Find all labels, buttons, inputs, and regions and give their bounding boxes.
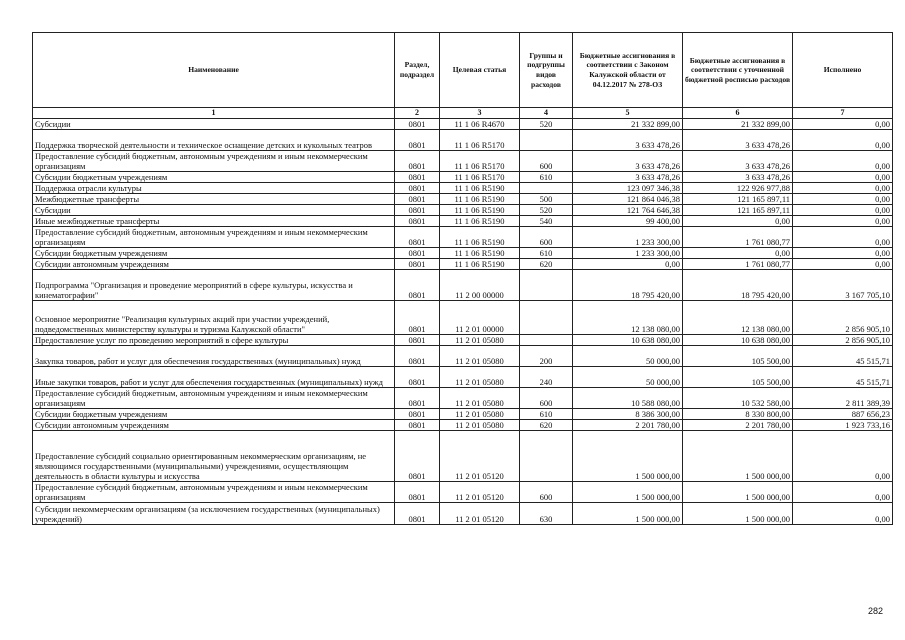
cell-law-allocation: 18 795 420,00 — [573, 270, 683, 301]
table-row — [33, 270, 893, 301]
table-header — [33, 33, 893, 119]
cell-target: 11 1 06 R5190 — [440, 248, 520, 259]
cell-group: 610 — [520, 172, 573, 183]
cell-name: Предоставление субсидий бюджетным, автономным учреждениям и иным некоммерческим организациям — [33, 227, 395, 248]
cell-group: 540 — [520, 216, 573, 227]
table-row — [33, 388, 893, 409]
header-target: Целевая статья — [440, 33, 520, 108]
column-number: 4 — [520, 108, 573, 119]
cell-executed: 0,00 — [793, 172, 893, 183]
table-row — [33, 227, 893, 248]
cell-refined-allocation: 8 330 800,00 — [683, 409, 793, 420]
cell-refined-allocation: 3 633 478,26 — [683, 130, 793, 151]
cell-section: 0801 — [395, 420, 440, 431]
cell-refined-allocation: 10 638 080,00 — [683, 335, 793, 346]
table-row — [33, 205, 893, 216]
cell-refined-allocation: 122 926 977,88 — [683, 183, 793, 194]
cell-target: 11 2 01 05080 — [440, 420, 520, 431]
cell-name: Субсидии автономным учреждениям — [33, 259, 395, 270]
cell-section: 0801 — [395, 248, 440, 259]
cell-name: Межбюджетные трансферты — [33, 194, 395, 205]
cell-group — [520, 301, 573, 335]
cell-group: 200 — [520, 346, 573, 367]
cell-law-allocation: 12 138 080,00 — [573, 301, 683, 335]
cell-name: Субсидии — [33, 205, 395, 216]
cell-law-allocation: 8 386 300,00 — [573, 409, 683, 420]
header-law-allocation: Бюджетные ассигнования в соответствии с Законом Калужской области от 04.12.2017 № 278-ОЗ — [573, 33, 683, 108]
column-number: 3 — [440, 108, 520, 119]
cell-section: 0801 — [395, 503, 440, 525]
table-row — [33, 183, 893, 194]
cell-section: 0801 — [395, 388, 440, 409]
cell-name: Поддержка отрасли культуры — [33, 183, 395, 194]
cell-target: 11 2 00 00000 — [440, 270, 520, 301]
cell-law-allocation: 3 633 478,26 — [573, 130, 683, 151]
column-number: 6 — [683, 108, 793, 119]
table-row — [33, 301, 893, 335]
cell-refined-allocation: 1 500 000,00 — [683, 503, 793, 525]
cell-section: 0801 — [395, 194, 440, 205]
cell-target: 11 2 01 05120 — [440, 482, 520, 503]
cell-refined-allocation: 3 633 478,26 — [683, 151, 793, 172]
cell-target: 11 1 06 R5170 — [440, 172, 520, 183]
cell-target: 11 1 06 R5170 — [440, 130, 520, 151]
cell-target: 11 1 06 R5190 — [440, 194, 520, 205]
header-groups: Группы и подгруппы видов расходов — [520, 33, 573, 108]
cell-refined-allocation: 1 500 000,00 — [683, 482, 793, 503]
cell-group: 610 — [520, 248, 573, 259]
cell-group: 610 — [520, 409, 573, 420]
cell-executed: 0,00 — [793, 248, 893, 259]
cell-target: 11 1 06 R5170 — [440, 151, 520, 172]
cell-refined-allocation: 2 201 780,00 — [683, 420, 793, 431]
cell-section: 0801 — [395, 335, 440, 346]
cell-refined-allocation: 121 165 897,11 — [683, 205, 793, 216]
cell-group — [520, 335, 573, 346]
cell-name: Иные межбюджетные трансферты — [33, 216, 395, 227]
cell-refined-allocation: 1 761 080,77 — [683, 259, 793, 270]
cell-name: Предоставление субсидий бюджетным, автономным учреждениям и иным некоммерческим организациям — [33, 388, 395, 409]
cell-refined-allocation: 0,00 — [683, 248, 793, 259]
cell-executed: 0,00 — [793, 130, 893, 151]
header-row — [33, 33, 893, 108]
cell-section: 0801 — [395, 130, 440, 151]
cell-target: 11 1 06 R5190 — [440, 259, 520, 270]
cell-law-allocation: 121 764 646,38 — [573, 205, 683, 216]
cell-target: 11 1 06 R5190 — [440, 205, 520, 216]
column-number: 5 — [573, 108, 683, 119]
cell-group: 520 — [520, 205, 573, 216]
cell-executed: 0,00 — [793, 183, 893, 194]
header-refined-allocation: Бюджетные ассигнования в соответствии с уточненной бюджетной росписью расходов — [683, 33, 793, 108]
cell-executed: 2 811 389,39 — [793, 388, 893, 409]
cell-group — [520, 183, 573, 194]
cell-refined-allocation: 3 633 478,26 — [683, 172, 793, 183]
cell-name: Субсидии автономным учреждениям — [33, 420, 395, 431]
cell-name: Субсидии бюджетным учреждениям — [33, 248, 395, 259]
table-row — [33, 216, 893, 227]
table-row — [33, 420, 893, 431]
cell-target: 11 1 06 R5190 — [440, 227, 520, 248]
cell-name: Закупка товаров, работ и услуг для обеспечения государственных (муниципальных) нужд — [33, 346, 395, 367]
cell-section: 0801 — [395, 205, 440, 216]
cell-law-allocation: 1 500 000,00 — [573, 482, 683, 503]
column-numbers-row — [33, 108, 893, 119]
cell-name: Предоставление субсидий бюджетным, автономным учреждениям и иным некоммерческим организациям — [33, 151, 395, 172]
cell-group: 620 — [520, 420, 573, 431]
cell-section: 0801 — [395, 270, 440, 301]
cell-law-allocation: 1 500 000,00 — [573, 431, 683, 482]
cell-law-allocation: 1 233 300,00 — [573, 227, 683, 248]
cell-law-allocation: 99 400,00 — [573, 216, 683, 227]
header-executed: Исполнено — [793, 33, 893, 108]
cell-refined-allocation: 12 138 080,00 — [683, 301, 793, 335]
cell-target: 11 2 01 05120 — [440, 503, 520, 525]
cell-group: 600 — [520, 151, 573, 172]
cell-target: 11 1 06 R4670 — [440, 119, 520, 130]
cell-group — [520, 431, 573, 482]
cell-refined-allocation: 18 795 420,00 — [683, 270, 793, 301]
cell-law-allocation: 2 201 780,00 — [573, 420, 683, 431]
table-row — [33, 409, 893, 420]
table-row — [33, 194, 893, 205]
table-row — [33, 151, 893, 172]
cell-section: 0801 — [395, 151, 440, 172]
cell-target: 11 2 01 00000 — [440, 301, 520, 335]
cell-group: 600 — [520, 482, 573, 503]
cell-group — [520, 270, 573, 301]
cell-name: Иные закупки товаров, работ и услуг для обеспечения государственных (муниципальных) нужд — [33, 367, 395, 388]
cell-executed: 0,00 — [793, 119, 893, 130]
cell-law-allocation: 123 097 346,38 — [573, 183, 683, 194]
cell-group: 600 — [520, 388, 573, 409]
cell-section: 0801 — [395, 216, 440, 227]
cell-executed: 0,00 — [793, 205, 893, 216]
cell-executed: 0,00 — [793, 503, 893, 525]
cell-name: Предоставление субсидий социально ориентированным некоммерческим организациям, не являющимся государственными (муниципальными) учреждениями, осуществляющим деятельность в области культуры и искусства — [33, 431, 395, 482]
cell-group — [520, 130, 573, 151]
cell-section: 0801 — [395, 227, 440, 248]
cell-section: 0801 — [395, 431, 440, 482]
cell-target: 11 2 01 05080 — [440, 367, 520, 388]
cell-name: Предоставление субсидий бюджетным, автономным учреждениям и иным некоммерческим организациям — [33, 482, 395, 503]
table-row — [33, 482, 893, 503]
cell-executed: 2 856 905,10 — [793, 301, 893, 335]
table-row — [33, 172, 893, 183]
column-number: 7 — [793, 108, 893, 119]
cell-law-allocation: 3 633 478,26 — [573, 172, 683, 183]
cell-name: Поддержка творческой деятельности и техническое оснащение детских и кукольных театров — [33, 130, 395, 151]
cell-executed: 0,00 — [793, 227, 893, 248]
cell-law-allocation: 0,00 — [573, 259, 683, 270]
cell-refined-allocation: 105 500,00 — [683, 367, 793, 388]
cell-name: Основное мероприятие "Реализация культурных акций при участии учреждений, подведомственных министерству культуры и туризма Калужской области" — [33, 301, 395, 335]
table-row — [33, 259, 893, 270]
cell-refined-allocation: 121 165 897,11 — [683, 194, 793, 205]
cell-target: 11 1 06 R5190 — [440, 183, 520, 194]
cell-executed: 0,00 — [793, 431, 893, 482]
cell-target: 11 2 01 05080 — [440, 335, 520, 346]
cell-section: 0801 — [395, 259, 440, 270]
cell-group: 240 — [520, 367, 573, 388]
cell-section: 0801 — [395, 482, 440, 503]
table-row — [33, 248, 893, 259]
cell-law-allocation: 1 500 000,00 — [573, 503, 683, 525]
cell-target: 11 2 01 05080 — [440, 409, 520, 420]
cell-section: 0801 — [395, 172, 440, 183]
cell-executed: 1 923 733,16 — [793, 420, 893, 431]
header-name: Наименование — [33, 33, 395, 108]
cell-name: Субсидии бюджетным учреждениям — [33, 409, 395, 420]
cell-section: 0801 — [395, 301, 440, 335]
cell-name: Субсидии бюджетным учреждениям — [33, 172, 395, 183]
cell-executed: 45 515,71 — [793, 346, 893, 367]
table-body — [33, 119, 893, 525]
cell-target: 11 2 01 05080 — [440, 388, 520, 409]
cell-executed: 0,00 — [793, 194, 893, 205]
header-section: Раздел, подраздел — [395, 33, 440, 108]
cell-law-allocation: 121 864 046,38 — [573, 194, 683, 205]
cell-refined-allocation: 10 532 580,00 — [683, 388, 793, 409]
cell-group: 630 — [520, 503, 573, 525]
cell-section: 0801 — [395, 367, 440, 388]
cell-name: Предоставление услуг по проведению мероприятий в сфере культуры — [33, 335, 395, 346]
cell-name: Подпрограмма "Организация и проведение мероприятий в сфере культуры, искусства и кинематографии" — [33, 270, 395, 301]
table-row — [33, 431, 893, 482]
cell-refined-allocation: 1 761 080,77 — [683, 227, 793, 248]
cell-law-allocation: 50 000,00 — [573, 367, 683, 388]
cell-law-allocation: 50 000,00 — [573, 346, 683, 367]
cell-group: 600 — [520, 227, 573, 248]
column-number: 2 — [395, 108, 440, 119]
cell-section: 0801 — [395, 409, 440, 420]
cell-executed: 45 515,71 — [793, 367, 893, 388]
table-row — [33, 503, 893, 525]
cell-executed: 2 856 905,10 — [793, 335, 893, 346]
cell-section: 0801 — [395, 183, 440, 194]
cell-refined-allocation: 21 332 899,00 — [683, 119, 793, 130]
budget-table — [32, 32, 893, 525]
cell-refined-allocation: 0,00 — [683, 216, 793, 227]
cell-section: 0801 — [395, 346, 440, 367]
cell-executed: 0,00 — [793, 216, 893, 227]
cell-law-allocation: 3 633 478,26 — [573, 151, 683, 172]
table-row — [33, 119, 893, 130]
cell-name: Субсидии некоммерческим организациям (за исключением государственных (муниципальных) учреждений) — [33, 503, 395, 525]
cell-target: 11 1 06 R5190 — [440, 216, 520, 227]
cell-section: 0801 — [395, 119, 440, 130]
table-row — [33, 130, 893, 151]
cell-group: 500 — [520, 194, 573, 205]
cell-law-allocation: 21 332 899,00 — [573, 119, 683, 130]
cell-refined-allocation: 1 500 000,00 — [683, 431, 793, 482]
cell-law-allocation: 1 233 300,00 — [573, 248, 683, 259]
cell-target: 11 2 01 05080 — [440, 346, 520, 367]
table-row — [33, 346, 893, 367]
cell-target: 11 2 01 05120 — [440, 431, 520, 482]
page-number: 282 — [868, 606, 884, 616]
cell-executed: 3 167 705,10 — [793, 270, 893, 301]
cell-group: 520 — [520, 119, 573, 130]
cell-group: 620 — [520, 259, 573, 270]
table-row — [33, 335, 893, 346]
cell-refined-allocation: 105 500,00 — [683, 346, 793, 367]
cell-executed: 0,00 — [793, 151, 893, 172]
cell-executed: 887 656,23 — [793, 409, 893, 420]
cell-executed: 0,00 — [793, 482, 893, 503]
table-row — [33, 367, 893, 388]
cell-law-allocation: 10 638 080,00 — [573, 335, 683, 346]
cell-name: Субсидии — [33, 119, 395, 130]
cell-law-allocation: 10 588 080,00 — [573, 388, 683, 409]
column-number: 1 — [33, 108, 395, 119]
cell-executed: 0,00 — [793, 259, 893, 270]
